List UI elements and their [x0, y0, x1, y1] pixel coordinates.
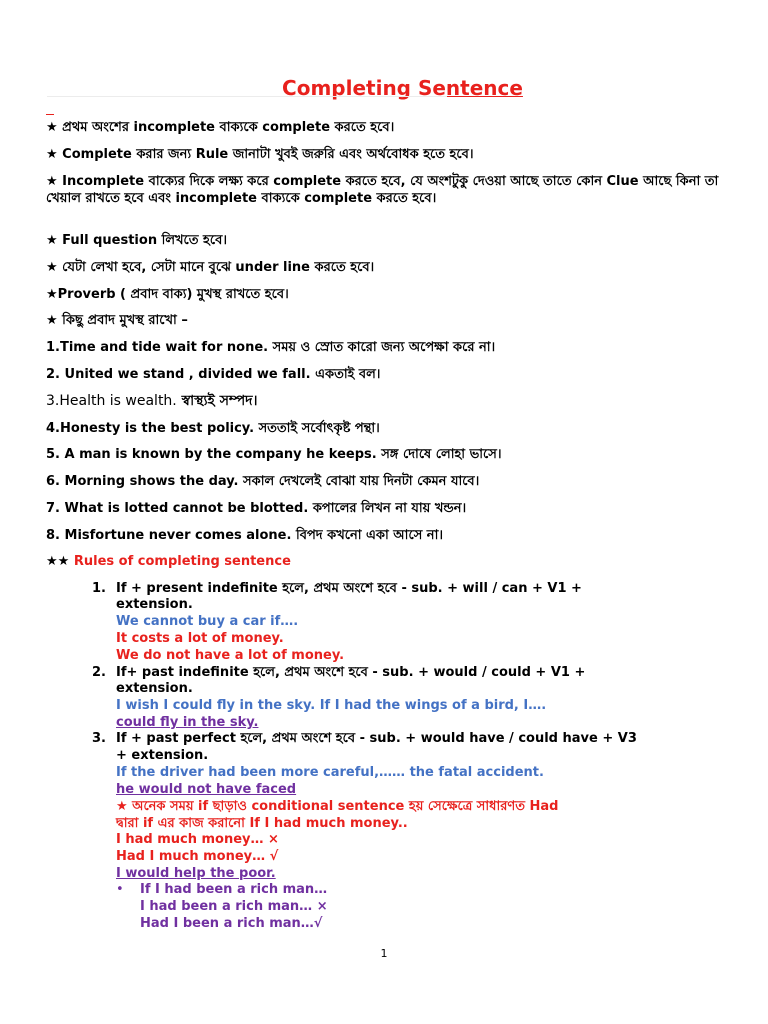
rules-heading: ★★ Rules of completing sentence: [46, 554, 291, 569]
rule-3-note-line-2: দ্বারা if এর কাজ করানো If I had much money..: [116, 816, 408, 831]
rule-3-number: 3.: [92, 731, 106, 746]
rule-1-answer-2: We do not have a lot of money.: [116, 648, 345, 663]
rule-3-result: I would help the poor.: [116, 866, 276, 881]
intro-line-5: ★ যেটা লেখা হবে, সেটা মানে বুঝে under line করতে হবে।: [46, 260, 375, 275]
intro-line-2: ★ Complete করার জন্য Rule জানাটা খুবই জরুরি এবং অর্থবোধক হতে হবে।: [46, 147, 474, 162]
proverb-3: 3.Health is wealth. স্বাস্থ্যই সম্পদ।: [46, 393, 258, 409]
intro-line-1: ★ প্রথম অংশের incomplete বাক্যকে complete করতে হবে।: [46, 120, 395, 135]
proverb-7: 7. What is lotted cannot be blotted. কপালের লিখন না যায় খন্ডন।: [46, 501, 467, 516]
rule-3-note-line-1: ★ অনেক সময় if ছাড়াও conditional sentence হয় সেক্ষেত্রে সাধারণত Had: [116, 799, 559, 814]
rule-1-text: If + present indefinite হলে, প্রথম অংশে হবে - sub. + will / can + V1 +: [116, 581, 582, 596]
rule-3-text: If + past perfect হলে, প্রথম অংশে হবে - sub. + would have / could have + V3: [116, 731, 637, 746]
bullet-item-3: Had I been a rich man…√: [140, 916, 323, 931]
red-dash-mark: [46, 114, 54, 115]
intro-line-7: ★ কিছু প্রবাদ মুখস্থ রাখো –: [46, 313, 188, 328]
rule-2-text-cont: extension.: [116, 681, 193, 696]
proverb-5: 5. A man is known by the company he keeps. সঙ্গ দোষে লোহা ভাসে।: [46, 447, 502, 462]
proverb-4: 4.Honesty is the best policy. সততাই সর্বোৎকৃষ্ট পন্থা।: [46, 421, 380, 436]
bullet-icon: •: [116, 882, 124, 897]
rule-2-question: I wish I could fly in the sky. If I had the wings of a bird, I….: [116, 698, 547, 713]
bullet-item-2: I had been a rich man… ×: [140, 899, 328, 914]
rule-3-answer: he would not have faced: [116, 782, 297, 797]
rule-1-text-cont: extension.: [116, 597, 193, 612]
proverb-2: 2. United we stand , divided we fall. একতাই বল।: [46, 367, 381, 382]
intro-line-4: ★ Full question লিখতে হবে।: [46, 233, 227, 248]
page-number: 1: [380, 947, 388, 960]
rule-2-answer: could fly in the sky.: [116, 715, 259, 730]
rule-3-right-example: Had I much money… √: [116, 849, 279, 864]
intro-line-6: ★Proverb ( প্রবাদ বাক্য) মুখস্থ রাখতে হবে।: [46, 287, 289, 302]
rule-3-question: If the driver had been more careful,…… the fatal accident.: [116, 765, 544, 780]
intro-line-3: ★ Incomplete বাক্যের দিকে লক্ষ্য করে complete করতে হবে, যে অংশটুকু দেওয়া আছে তাতে কোন Clue আছে কিনা তা খেয়াল রাখতে হবে এবং incomplete বাক্যকে complete করতে হবে।: [46, 174, 719, 206]
proverb-6: 6. Morning shows the day. সকাল দেখলেই বোঝা যায় দিনটা কেমন যাবে।: [46, 474, 480, 489]
page-title: Completing Sentence: [282, 76, 523, 100]
proverb-1: 1.Time and tide wait for none. সময় ও স্রোত কারো জন্য অপেক্ষা করে না।: [46, 340, 496, 355]
rule-3-wrong-example: I had much money… ×: [116, 832, 279, 847]
rule-1-answer-1: It costs a lot of money.: [116, 631, 284, 646]
header-divider: [47, 96, 447, 97]
proverb-8: 8. Misfortune never comes alone. বিপদ কখনো একা আসে না।: [46, 528, 443, 543]
rule-2-number: 2.: [92, 665, 106, 680]
rule-1-question: We cannot buy a car if….: [116, 614, 299, 629]
rule-3-text-cont: + extension.: [116, 748, 209, 763]
bullet-item-1: If I had been a rich man…: [140, 882, 328, 897]
rule-1-number: 1.: [92, 581, 106, 596]
rule-2-text: If+ past indefinite হলে, প্রথম অংশে হবে - sub. + would / could + V1 +: [116, 665, 586, 680]
